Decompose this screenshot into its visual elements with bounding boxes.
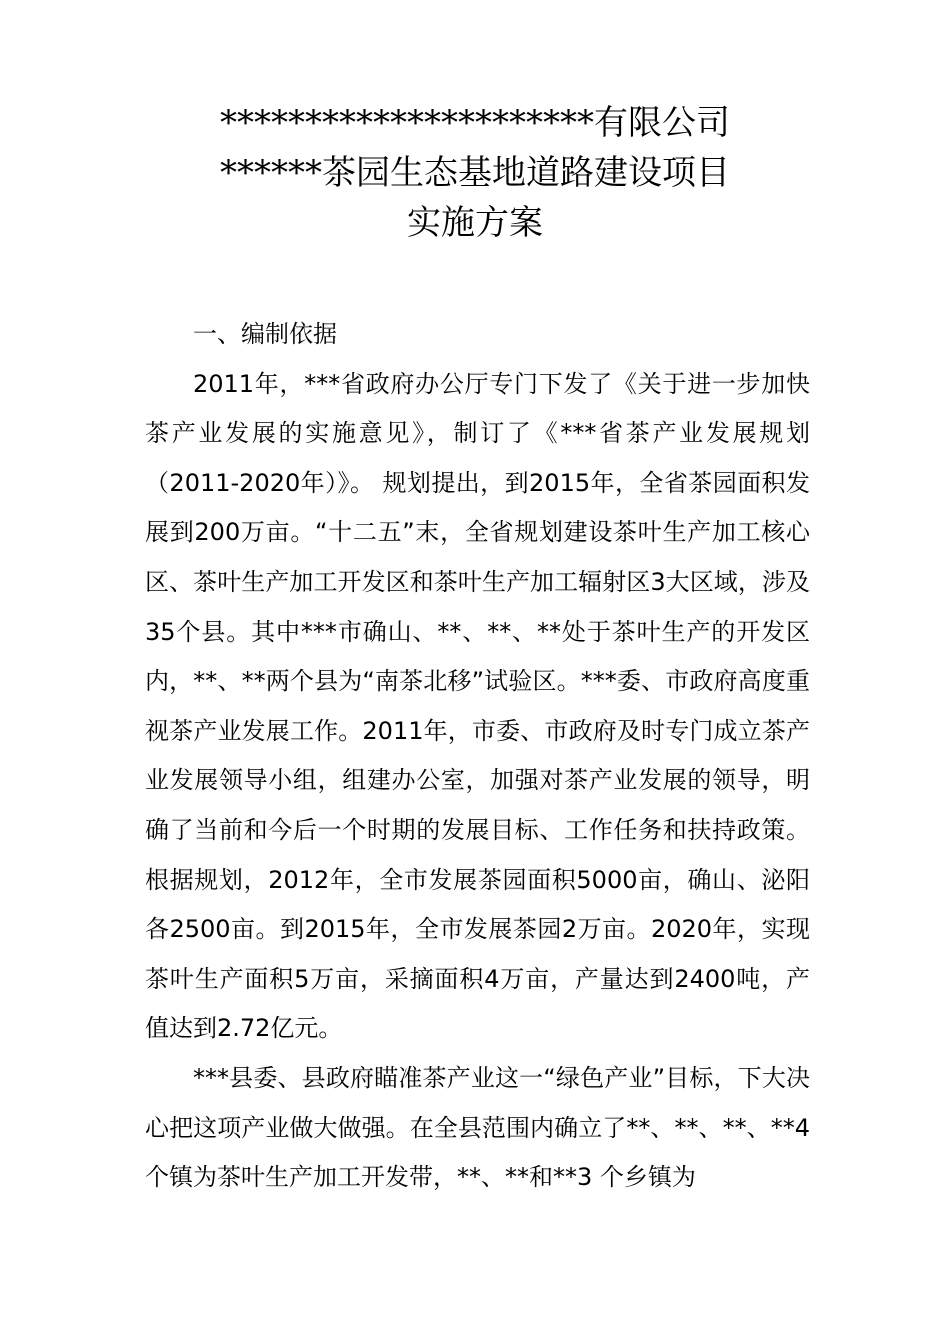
document-body	[145, 310, 810, 1203]
title-plan-line: 实施方案	[407, 203, 543, 243]
section-heading: 一、编制依据	[193, 320, 337, 348]
title-company-line: **********************有限公司	[220, 103, 730, 143]
document-title	[0, 98, 950, 248]
paragraph-2: ***县委、县政府瞄准茶产业这一“绿色产业”目标，下大决心把这项产业做大做强。在全县范围内确立了**、**、**、**4 个镇为茶叶生产加工开发带，**、**和**3 个乡镇为	[145, 1063, 810, 1192]
title-project-line: ******茶园生态基地道路建设项目	[220, 153, 730, 193]
paragraph-1: 2011年，***省政府办公厅专门下发了《关于进一步加快茶产业发展的实施意见》，制订了《***省茶产业发展规划（2011-2020年）》。 规划提出，到2015年，全省茶园面积发展到200万亩。“十二五”末，全省规划建设茶叶生产加工核心区、茶叶生产加工开发区和茶叶生产加工辐射区3大区域，涉及35个县。其中***市确山、**、**、**处于茶叶生产的开发区内，**、**两个县为“南茶北移”试验区。***委、市政府高度重视茶产业发展工作。2011年，市委、市政府及时专门成立茶产业发展领导小组，组建办公室，加强对茶产业发展的领导，明确了当前和今后一个时期的发展目标、工作任务和扶持政策。根据规划，2012年，全市发展茶园面积5000亩，确山、泌阳各2500亩。到2015年，全市发展茶园2万亩。2020年，实现茶叶生产面积5万亩，采摘面积4万亩，产量达到2400吨，产值达到2.72亿元。	[145, 369, 810, 1043]
